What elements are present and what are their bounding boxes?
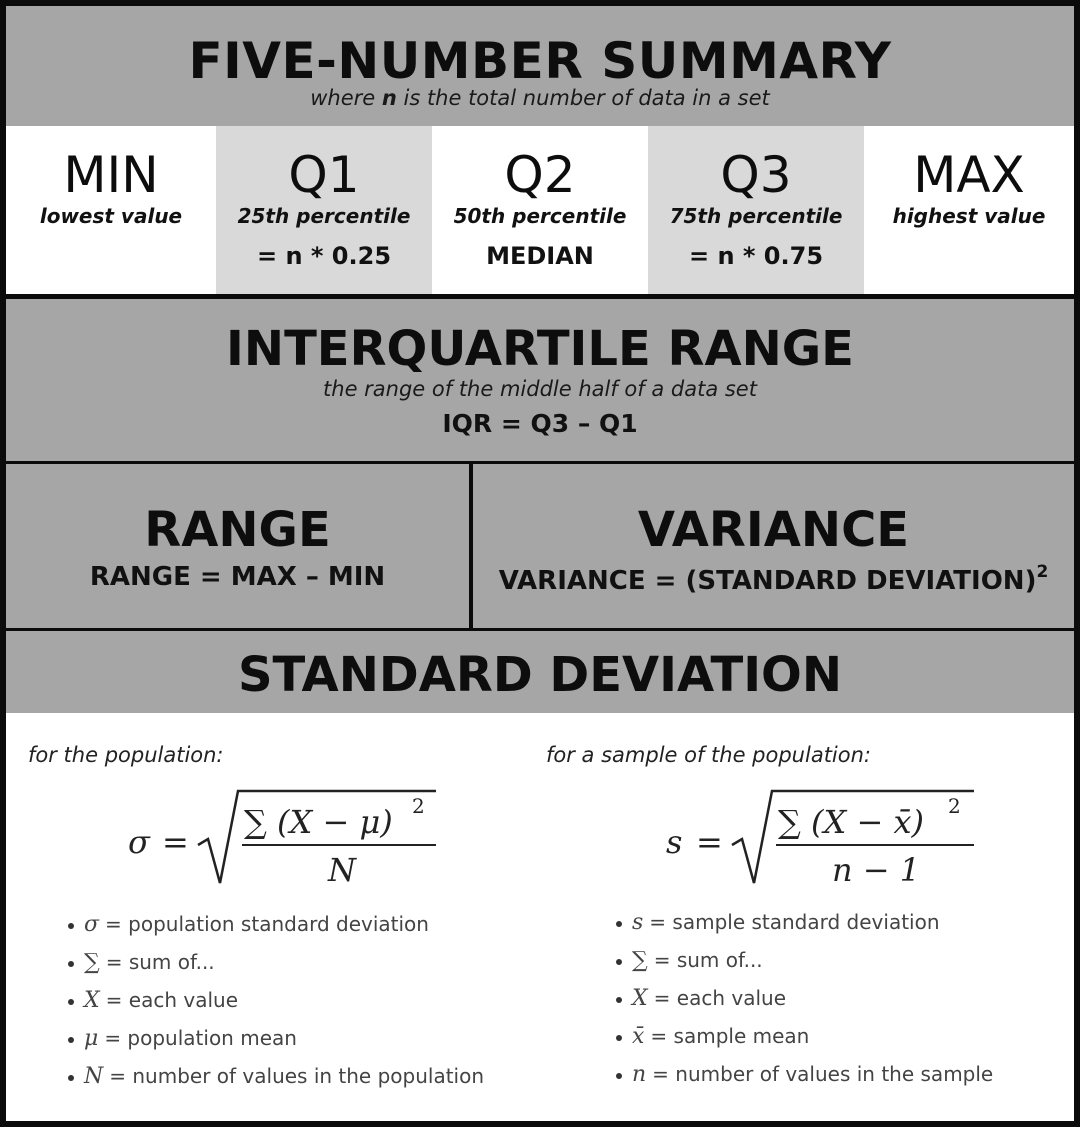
sample-label: for a sample of the population: <box>546 743 871 767</box>
list-item <box>68 1057 484 1095</box>
cell-q1 <box>216 126 432 294</box>
std-dev-header <box>6 631 1074 713</box>
def-symbol: μ <box>84 1026 99 1051</box>
cell-label: Q3 <box>720 146 792 204</box>
bullet-icon <box>68 961 74 967</box>
population-formula <box>118 783 448 893</box>
variance-section <box>473 464 1074 628</box>
cell-formula: MEDIAN <box>486 242 594 270</box>
formula-denominator: n − 1 <box>832 851 921 889</box>
variance-formula-text: VARIANCE = (STANDARD DEVIATION) <box>498 566 1037 596</box>
def-symbol: σ <box>84 912 100 937</box>
cell-label: MAX <box>913 146 1025 204</box>
range-formula: RANGE = MAX – MIN <box>89 562 386 592</box>
list-item <box>616 1017 993 1055</box>
formula-lhs: σ <box>128 823 150 861</box>
def-text: = population standard deviation <box>105 912 429 936</box>
variance-formula <box>473 562 1074 596</box>
def-symbol: X <box>632 986 648 1011</box>
list-item <box>68 1019 484 1057</box>
iqr-title: INTERQUARTILE RANGE <box>226 321 854 377</box>
def-text: = number of values in the sample <box>652 1062 994 1086</box>
formula-lhs: s <box>666 823 683 861</box>
bullet-icon <box>616 959 622 965</box>
variance-exponent: 2 <box>1036 562 1049 582</box>
cell-label: MIN <box>63 146 159 204</box>
population-label: for the population: <box>28 743 224 767</box>
sample-formula <box>656 783 986 893</box>
five-number-title: FIVE-NUMBER SUMMARY <box>188 32 892 90</box>
def-symbol: n <box>632 1062 647 1087</box>
formula-numerator: ∑ (X − μ) <box>244 803 393 841</box>
bullet-icon <box>616 921 622 927</box>
def-text: = each value <box>653 986 787 1010</box>
def-text: = sample standard deviation <box>649 910 940 934</box>
formula-denominator: N <box>328 851 356 889</box>
def-symbol: x̄ <box>632 1024 645 1049</box>
cell-formula: = n * 0.25 <box>256 242 392 270</box>
def-text: = sum of... <box>105 950 215 974</box>
def-symbol: ∑ <box>84 950 100 975</box>
cell-desc: 25th percentile <box>237 204 411 228</box>
def-symbol: X <box>84 988 100 1013</box>
iqr-formula: IQR = Q3 – Q1 <box>442 409 638 438</box>
cell-max <box>864 126 1074 294</box>
def-text: = sum of... <box>653 948 763 972</box>
list-item <box>68 943 484 981</box>
sample-formula-svg <box>656 783 986 893</box>
list-item <box>616 941 993 979</box>
list-item <box>616 903 993 941</box>
bullet-icon <box>68 999 74 1005</box>
cell-label: Q1 <box>288 146 360 204</box>
iqr-section <box>6 297 1074 461</box>
five-number-subtitle <box>6 86 1074 110</box>
list-item <box>68 981 484 1019</box>
subtitle-var: n <box>381 86 397 110</box>
bullet-icon <box>616 1035 622 1041</box>
population-formula-svg <box>118 783 448 893</box>
bullet-icon <box>616 1073 622 1079</box>
bullet-icon <box>68 1075 74 1081</box>
bullet-icon <box>68 1037 74 1043</box>
five-number-cells <box>6 126 1074 294</box>
def-text: = each value <box>105 988 239 1012</box>
def-text: = population mean <box>104 1026 297 1050</box>
bullet-icon <box>68 923 74 929</box>
infographic <box>6 6 1074 1121</box>
iqr-subtitle: the range of the middle half of a data set <box>323 377 757 401</box>
cell-q2 <box>432 126 648 294</box>
population-definitions <box>68 905 484 1095</box>
def-text: = sample mean <box>650 1024 810 1048</box>
cell-min <box>6 126 216 294</box>
std-dev-title: STANDARD DEVIATION <box>237 647 843 703</box>
def-symbol: s <box>632 910 644 935</box>
cell-label: Q2 <box>504 146 576 204</box>
sample-definitions <box>616 903 993 1093</box>
subtitle-pre: where <box>310 86 382 110</box>
def-text: = number of values in the population <box>109 1064 485 1088</box>
range-section <box>6 464 469 628</box>
cell-desc: 75th percentile <box>669 204 843 228</box>
cell-q3 <box>648 126 864 294</box>
list-item <box>616 1055 993 1093</box>
formula-equals: = <box>696 823 723 861</box>
cell-formula: = n * 0.75 <box>688 242 824 270</box>
bullet-icon <box>616 997 622 1003</box>
five-number-header <box>6 6 1074 126</box>
def-symbol: N <box>84 1064 104 1089</box>
cell-desc: 50th percentile <box>453 204 627 228</box>
variance-title: VARIANCE <box>637 502 910 558</box>
cell-desc: highest value <box>892 204 1046 228</box>
population-column <box>28 713 538 1121</box>
cell-desc: lowest value <box>39 204 183 228</box>
subtitle-post: is the total number of data in a set <box>396 86 770 110</box>
formula-exponent: 2 <box>412 794 425 818</box>
list-item <box>616 979 993 1017</box>
formula-equals: = <box>162 823 189 861</box>
range-variance-row <box>6 464 1074 628</box>
list-item <box>68 905 484 943</box>
def-symbol: ∑ <box>632 948 648 973</box>
formula-exponent: 2 <box>948 794 961 818</box>
std-dev-body <box>6 713 1074 1121</box>
range-title: RANGE <box>144 502 331 558</box>
formula-numerator: ∑ (X − x̄) <box>778 803 924 841</box>
sample-column <box>546 713 1066 1121</box>
